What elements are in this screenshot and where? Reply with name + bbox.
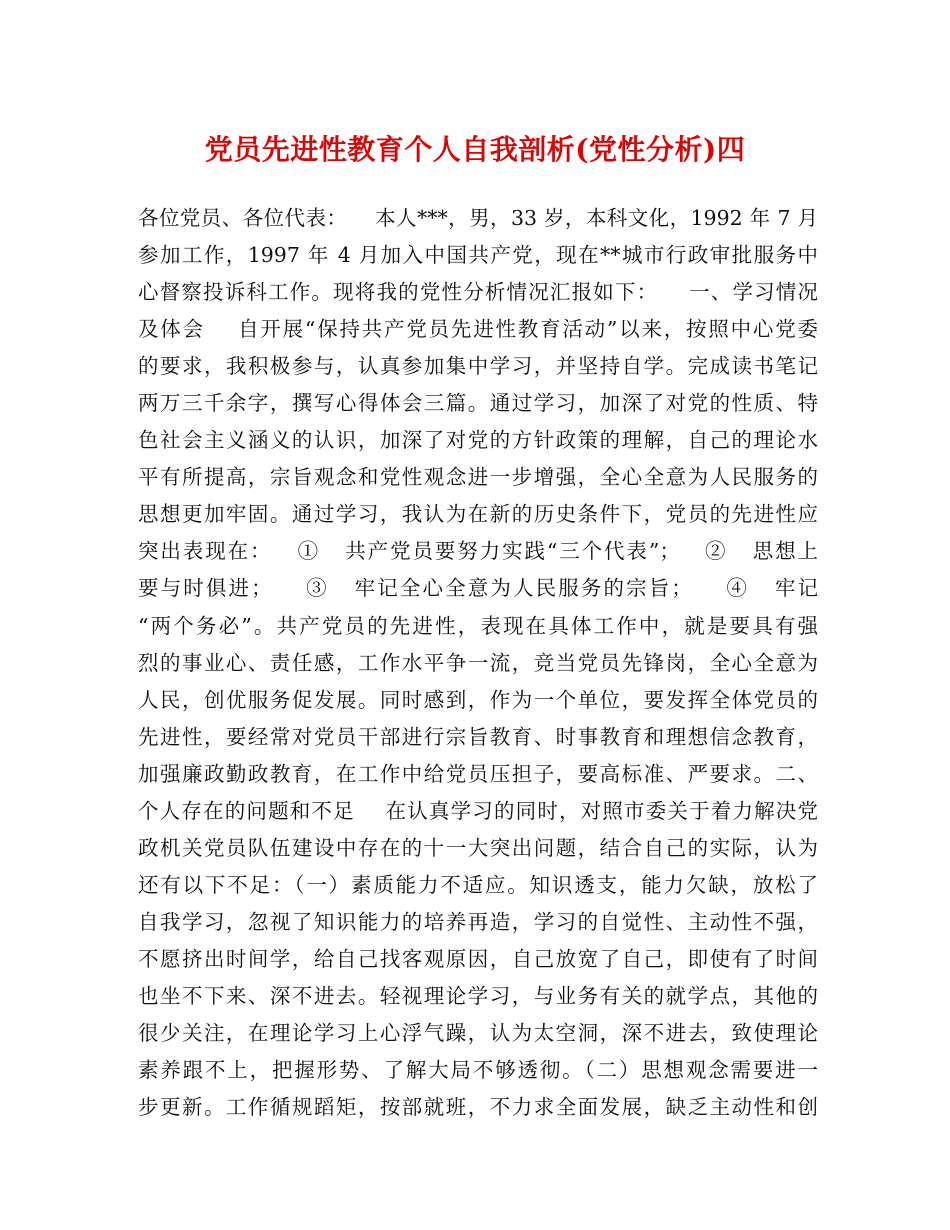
body-line: 不愿挤出时间学，给自己找客观原因，自己放宽了自己，即使有了时间 bbox=[138, 946, 818, 971]
body-line: 突出表现在： ① 共产党员要努力实践“三个代表”； ② 思想上 bbox=[138, 539, 818, 564]
body-line: 政机关党员队伍建设中存在的十一大突出问题，结合自己的实际，认为 bbox=[138, 835, 818, 860]
body-line: 还有以下不足：（一）素质能力不适应。知识透支，能力欠缺，放松了 bbox=[138, 872, 818, 897]
body-line: 色社会主义涵义的认识，加深了对党的方针政策的理解，自己的理论水 bbox=[138, 428, 818, 453]
document-body bbox=[138, 200, 818, 1126]
body-line: “两个务必”。共产党员的先进性，表现在具体工作中，就是要具有强 bbox=[138, 613, 818, 638]
body-line: 步更新。工作循规蹈矩，按部就班，不力求全面发展，缺乏主动性和创 bbox=[138, 1095, 818, 1120]
body-line: 两万三千余字，撰写心得体会三篇。通过学习，加深了对党的性质、特 bbox=[138, 391, 818, 416]
body-line: 思想更加牢固。通过学习，我认为在新的历史条件下，党员的先进性应 bbox=[138, 502, 818, 527]
body-line: 各位党员、各位代表： 本人***，男，33 岁，本科文化，1992 年 7 月 bbox=[138, 206, 818, 230]
body-line: 自我学习，忽视了知识能力的培养再造，学习的自觉性、主动性不强， bbox=[138, 909, 818, 934]
document-title: 党员先进性教育个人自我剖析(党性分析)四 bbox=[204, 133, 746, 166]
body-line: 烈的事业心、责任感，工作水平争一流，竞当党员先锋岗，全心全意为 bbox=[138, 650, 818, 675]
body-line: 个人存在的问题和不足 在认真学习的同时，对照市委关于着力解决党 bbox=[138, 798, 818, 823]
body-line: 及体会 自开展“保持共产党员先进性教育活动”以来，按照中心党委 bbox=[138, 317, 818, 342]
body-line: 先进性，要经常对党员干部进行宗旨教育、时事教育和理想信念教育， bbox=[138, 724, 818, 749]
body-line: 平有所提高，宗旨观念和党性观念进一步增强，全心全意为人民服务的 bbox=[138, 465, 818, 490]
body-line: 素养跟不上，把握形势、了解大局不够透彻。（二）思想观念需要进一 bbox=[138, 1058, 818, 1083]
body-line: 的要求，我积极参与，认真参加集中学习，并坚持自学。完成读书笔记 bbox=[138, 354, 818, 379]
body-line: 加强廉政勤政教育，在工作中给党员压担子，要高标准、严要求。二、 bbox=[138, 761, 818, 786]
body-line: 也坐不下来、深不进去。轻视理论学习，与业务有关的就学点，其他的 bbox=[138, 983, 818, 1008]
body-line: 很少关注，在理论学习上心浮气躁，认为太空洞，深不进去，致使理论 bbox=[138, 1021, 818, 1046]
body-line: 人民，创优服务促发展。同时感到，作为一个单位，要发挥全体党员的 bbox=[138, 687, 818, 712]
body-line: 心督察投诉科工作。现将我的党性分析情况汇报如下： 一、学习情况 bbox=[138, 280, 818, 305]
body-line: 要与时俱进； ③ 牢记全心全意为人民服务的宗旨； ④ 牢记 bbox=[138, 576, 818, 601]
body-line: 参加工作，1997 年 4 月加入中国共产党，现在**城市行政审批服务中 bbox=[138, 243, 818, 268]
